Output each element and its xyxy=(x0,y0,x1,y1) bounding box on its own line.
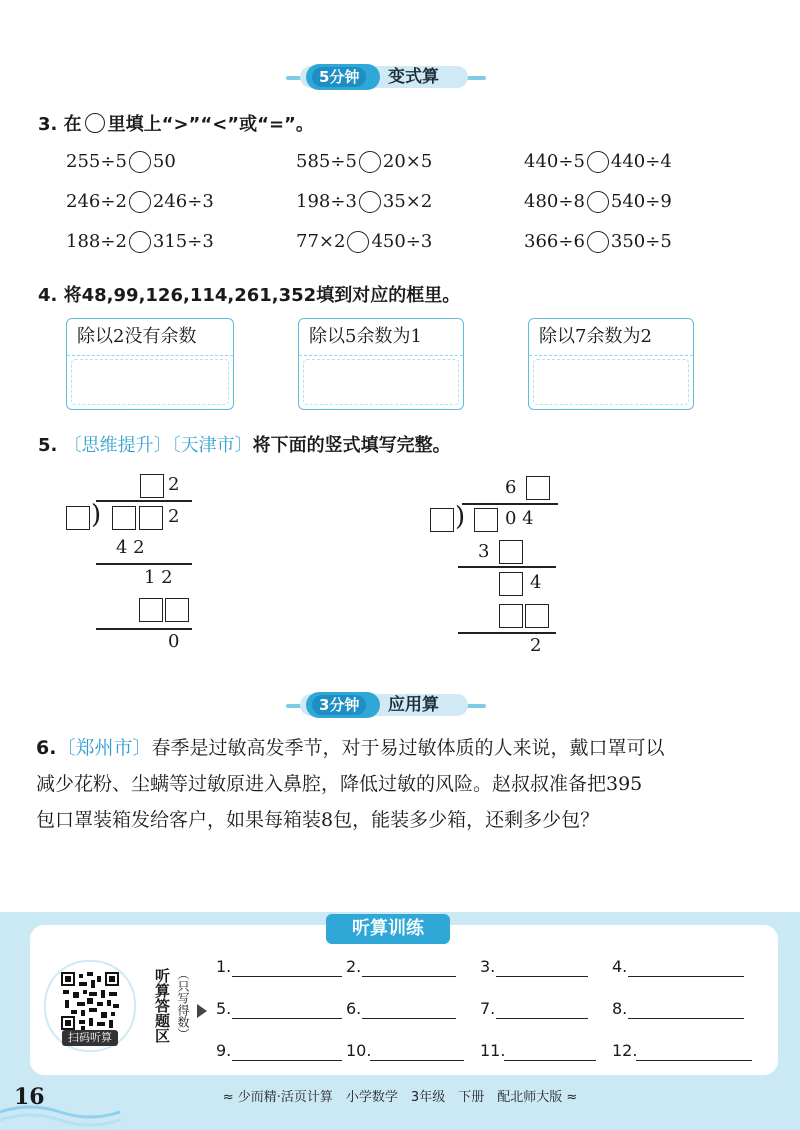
answer-blank-line[interactable] xyxy=(370,1060,464,1061)
answer-blank-line[interactable] xyxy=(504,1060,596,1061)
blank-square[interactable] xyxy=(499,572,523,596)
answer-box-remainder-2-by-7[interactable] xyxy=(528,318,694,410)
blank-square[interactable] xyxy=(474,508,498,532)
left-expression: 198÷3 xyxy=(296,191,357,212)
qr-code-icon[interactable] xyxy=(61,972,119,1030)
answer-label: 6. xyxy=(346,999,362,1018)
division-bracket: ) xyxy=(455,502,466,532)
left-expression: 188÷2 xyxy=(66,231,127,252)
blank-square[interactable] xyxy=(139,598,163,622)
left-expression: 440÷5 xyxy=(524,151,585,172)
box-writing-area[interactable] xyxy=(71,359,229,405)
comparison-item xyxy=(66,190,214,214)
dividend-digit: 2 xyxy=(168,506,180,527)
answer-label: 7. xyxy=(480,999,496,1018)
q6-text: 6.〔郑州市〕春季是过敏高发季节，对于易过敏体质的人来说，戴口罩可以 减少花粉、尘螨等过敏原进入鼻腔，降低过敏的风险。赵叔叔准备把395 包口罩装箱发给客户，如果每箱装8包，能装多少箱，还剩多少包？ xyxy=(36,737,665,831)
tag-zhengzhou: 〔郑州市〕 xyxy=(56,737,152,759)
blank-square[interactable] xyxy=(165,598,189,622)
comparison-circle[interactable] xyxy=(587,191,609,213)
blank-square[interactable] xyxy=(139,506,163,530)
q5-prompt: 5. 〔思维提升〕〔天津市〕将下面的竖式填写完整。 xyxy=(38,435,451,456)
left-expression: 77×2 xyxy=(296,231,346,252)
box-writing-area[interactable] xyxy=(533,359,689,405)
q4-prompt: 4. 将48,99,126,114,261,352填到对应的框里。 xyxy=(38,285,461,306)
qr-code-frame[interactable] xyxy=(44,960,136,1052)
section-title: 应用算 xyxy=(388,695,439,715)
comparison-item xyxy=(524,230,672,254)
book-title: ≈ 少而精·活页计算 小学数学 3年级 下册 配北师大版 ≈ xyxy=(222,1090,578,1105)
section-title: 变式算 xyxy=(388,67,439,87)
answer-blank-line[interactable] xyxy=(628,1018,744,1019)
blank-square[interactable] xyxy=(499,604,523,628)
answer-label: 8. xyxy=(612,999,628,1018)
quotient-digit: 2 xyxy=(168,474,180,495)
page-number: 16 xyxy=(14,1084,45,1110)
tag-tianjin: 〔天津市〕 xyxy=(171,435,253,456)
comparison-item xyxy=(66,230,214,254)
answer-label: 12. xyxy=(612,1041,638,1060)
blank-square[interactable] xyxy=(525,604,549,628)
answer-blank-line[interactable] xyxy=(362,1018,456,1019)
comparison-circle[interactable] xyxy=(129,151,151,173)
right-expression: 315÷3 xyxy=(152,231,214,252)
comparison-circle[interactable] xyxy=(129,231,151,253)
section-header-variant xyxy=(0,62,800,92)
section-badge: 5分钟 xyxy=(312,67,366,87)
answer-label: 3. xyxy=(480,957,496,976)
right-expression: 350÷5 xyxy=(610,231,672,252)
answer-blank-line[interactable] xyxy=(362,976,456,977)
arrow-right-icon xyxy=(197,1004,207,1018)
box-label: 除以5余数为1 xyxy=(299,319,463,356)
answer-label: 1. xyxy=(216,957,232,976)
comparison-circle[interactable] xyxy=(347,231,369,253)
right-expression: 450÷3 xyxy=(371,231,433,252)
answer-blank-line[interactable] xyxy=(636,1060,752,1061)
left-expression: 480÷8 xyxy=(524,191,585,212)
final-remainder: 2 xyxy=(530,635,542,656)
right-expression: 440÷4 xyxy=(610,151,672,172)
section-badge: 3分钟 xyxy=(312,695,366,715)
comparison-item xyxy=(524,150,672,174)
comparison-circle[interactable] xyxy=(587,231,609,253)
box-writing-area[interactable] xyxy=(303,359,459,405)
blank-square[interactable] xyxy=(430,508,454,532)
division-bracket: ) xyxy=(91,500,102,530)
blank-square[interactable] xyxy=(140,474,164,498)
circle-symbol-icon xyxy=(85,113,105,133)
page-footer xyxy=(0,1080,800,1130)
answer-label: 4. xyxy=(612,957,628,976)
final-remainder: 0 xyxy=(168,631,180,652)
comparison-item xyxy=(296,230,432,254)
box-label: 除以7余数为2 xyxy=(529,319,693,356)
answer-box-remainder-1-by-5[interactable] xyxy=(298,318,464,410)
right-expression: 540÷9 xyxy=(610,191,672,212)
left-expression: 366÷6 xyxy=(524,231,585,252)
blank-square[interactable] xyxy=(66,506,90,530)
remainder-step: 4 xyxy=(530,572,542,593)
answer-blank-line[interactable] xyxy=(232,976,342,977)
remainder-step: 1 2 xyxy=(144,567,173,588)
quotient-digit: 6 xyxy=(505,477,517,498)
answer-blank-line[interactable] xyxy=(232,1060,342,1061)
answer-label: 5. xyxy=(216,999,232,1018)
right-expression: 35×2 xyxy=(382,191,433,212)
subtrahend: 4 2 xyxy=(116,537,145,558)
comparison-circle[interactable] xyxy=(587,151,609,173)
answer-label: 10. xyxy=(346,1041,372,1060)
right-expression: 246÷3 xyxy=(152,191,214,212)
comparison-circle[interactable] xyxy=(359,191,381,213)
answer-area-note: （只写得数） xyxy=(176,968,190,1040)
subtrahend: 3 xyxy=(478,541,490,562)
left-expression: 585÷5 xyxy=(296,151,357,172)
qr-caption: 扫码听算 xyxy=(62,1030,118,1046)
answer-label: 2. xyxy=(346,957,362,976)
answer-blank-line[interactable] xyxy=(496,976,588,977)
answer-blank-line[interactable] xyxy=(232,1018,342,1019)
right-expression: 50 xyxy=(152,151,176,172)
tag-thinking: 〔思维提升〕 xyxy=(63,435,172,456)
section-header-applied xyxy=(0,690,800,720)
listening-title: 听算训练 xyxy=(326,914,450,944)
blank-square[interactable] xyxy=(112,506,136,530)
q3-prompt: 3. 在 里填上“>”“<”或“=”。 xyxy=(38,114,314,135)
left-expression: 246÷2 xyxy=(66,191,127,212)
listening-answer-card xyxy=(30,925,778,1075)
comparison-circle[interactable] xyxy=(129,191,151,213)
blank-square[interactable] xyxy=(526,476,550,500)
answer-blank-line[interactable] xyxy=(628,976,744,977)
answer-label: 9. xyxy=(216,1041,232,1060)
answer-label: 11. xyxy=(480,1041,506,1060)
answer-box-divisible-by-2[interactable] xyxy=(66,318,234,410)
comparison-item xyxy=(296,150,432,174)
blank-square[interactable] xyxy=(499,540,523,564)
comparison-circle[interactable] xyxy=(359,151,381,173)
comparison-item xyxy=(524,190,672,214)
answer-blank-line[interactable] xyxy=(496,1018,588,1019)
left-expression: 255÷5 xyxy=(66,151,127,172)
answer-area-label: 听算答题区 xyxy=(153,968,171,1043)
box-label: 除以2没有余数 xyxy=(67,319,233,356)
comparison-item xyxy=(66,150,176,174)
dividend-digits: 0 4 xyxy=(505,508,534,529)
right-expression: 20×5 xyxy=(382,151,433,172)
comparison-item xyxy=(296,190,432,214)
